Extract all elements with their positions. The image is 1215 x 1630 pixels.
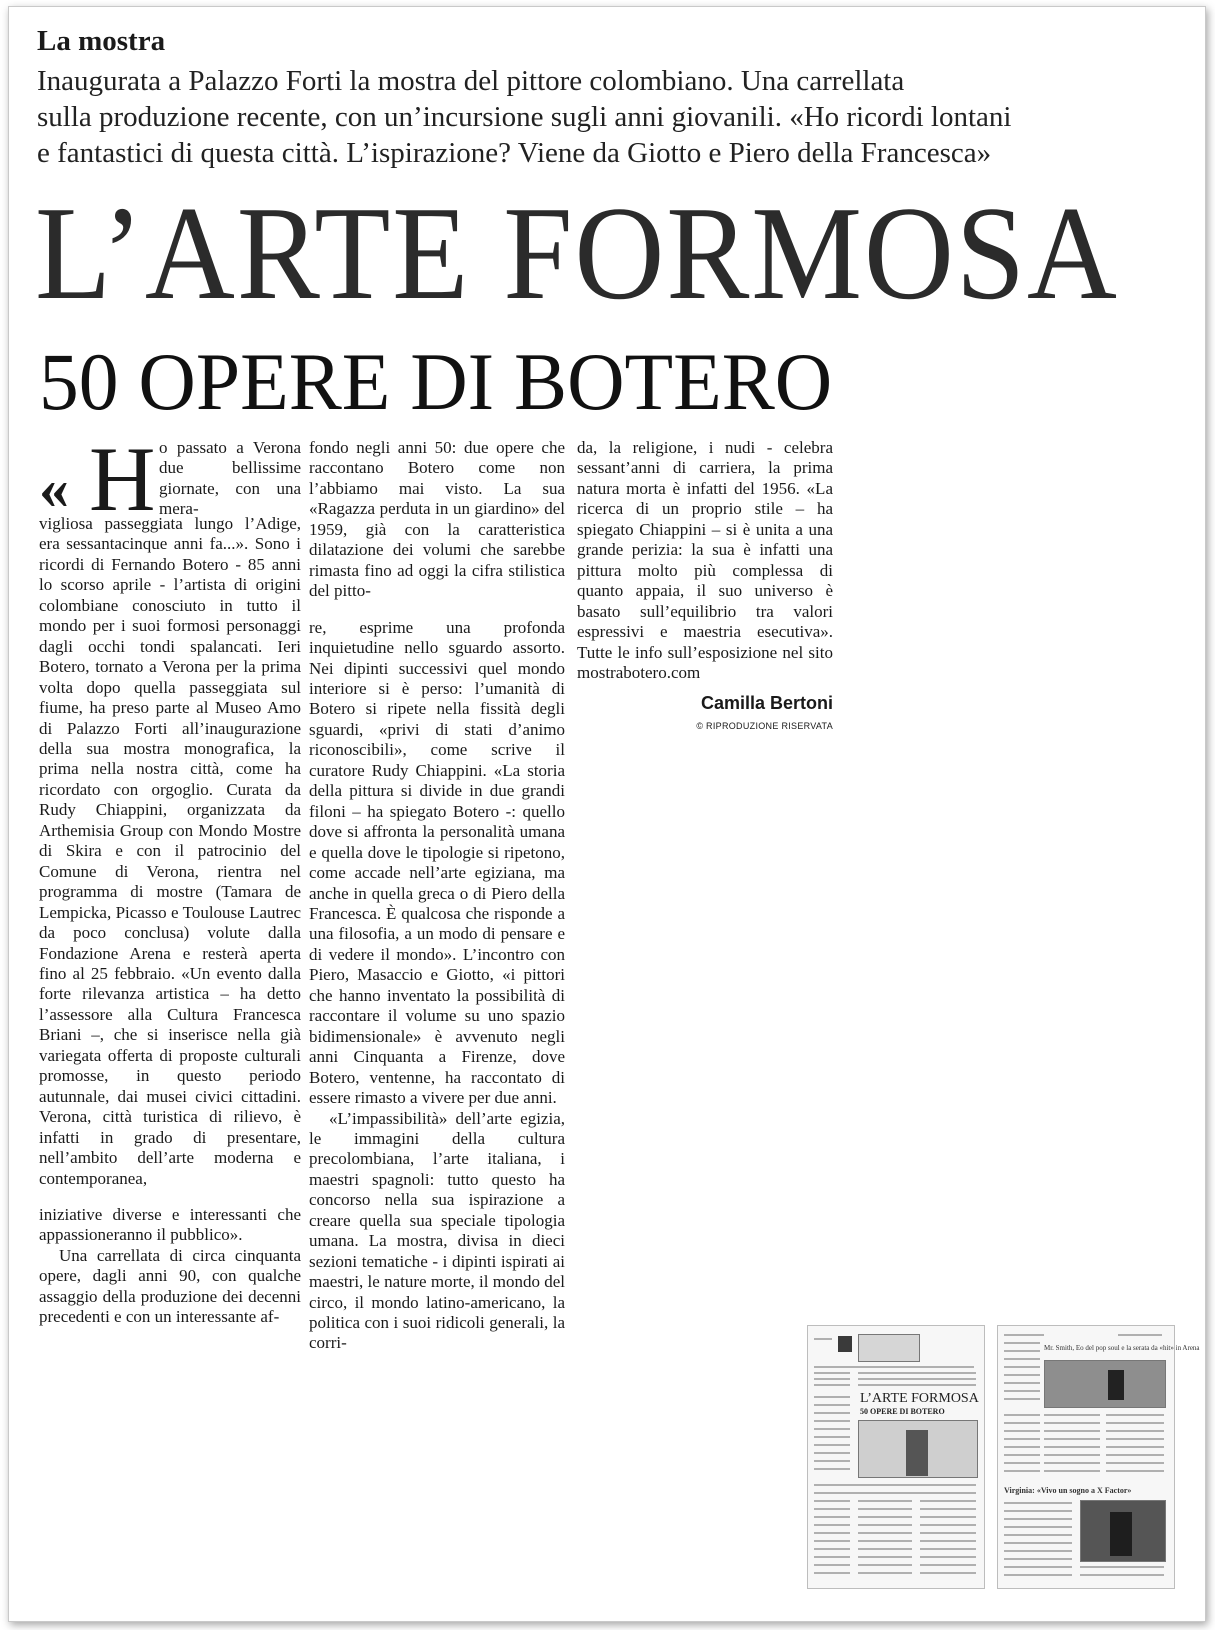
body-paragraph: re, esprime una profonda inquietudine nello sguardo assorto. Nei dipinti successivi quel mondo interiore si è perso: l’umanità di Botero si ripete nella fissità degli sguardi, «privi di stati d’animo riconoscibili», come scrive il curatore Rudy Chiappini. «La storia della pittura si divide in due grandi filoni – ha spiegato Botero -: quello dove si affronta la personalità umana e quella dove le tipologie si ripetono, come accade nell’arte egiziana, ma anche in quella greca o di Piero della Francesca. È qualcosa che risponde a una filosofia, a un modo di pensare e di vedere il mondo». L’incontro con Piero, Masaccio e Giotto, «i pittori che hanno inventato la possibilità di raccontare il volume su uno spazio bidimensionale» è avvenuto negli anni Cinquanta a Firenze, dove Botero, ventenne, ha raccontato di essere rimasto a vivere per due anni. xyxy=(309,617,565,1108)
body-paragraph: Una carrellata di circa cinquanta opere, dagli anni 90, con qualche assaggio della produzione dei decenni precedenti e con un interessante af- xyxy=(39,1245,301,1327)
body-paragraph: «L’impassibilità» dell’arte egizia, le immagini della cultura precolombiana, l’arte italiana, i maestri spagnoli: tutto questo ha concorso nella sua ispirazione a creare quella sua speciale tipologia umana. La mostra, divisa in dieci sezioni tematiche - i dipinti ispirati ai maestri, le nature morte, il mondo del circo, il mondo latino-americano, la politica con i suoi ridicoli generali, la corri- xyxy=(309,1108,565,1353)
drop-cap-block xyxy=(39,428,301,530)
body-paragraph: iniziative diverse e interessanti che appassioneranno il pubblico». xyxy=(39,1204,301,1245)
page-thumbnail-2 xyxy=(997,1325,1200,1589)
summary-line: Inaugurata a Palazzo Forti la mostra del pittore colombiano. Una carrellata xyxy=(37,65,905,97)
newspaper-clipping xyxy=(8,6,1206,1622)
text-column-3 xyxy=(577,438,833,736)
body-paragraph: da, la religione, i nudi - celebra sessant’anni di carriera, la prima natura morta è infatti del 1956. «La ricerca di un proprio stile – ha spiegato Chiappini – si è unita a una grande perizia: la sua è infatti una pittura molto più complessa di quanto appaia, il suo universo è basato sull’equilibrio tra valori espressivi e maestria esecutiva». Tutte le info sull’esposizione nel sito mostrabotero.com xyxy=(577,438,833,682)
thumb-headline: L’ARTE FORMOSA xyxy=(860,1391,979,1406)
thumb-photo-figure xyxy=(906,1430,928,1476)
thumb-photo xyxy=(1044,1360,1166,1408)
author-signature: Camilla Bertoni xyxy=(700,693,833,714)
thumb-subheadline: 50 OPERE DI BOTERO xyxy=(860,1407,945,1416)
article-summary xyxy=(37,63,1187,171)
drop-cap-lines: o passato a Verona due bellissime giornate, con una mera- xyxy=(159,438,301,519)
thumb-lower-headline: Virginia: «Vivo un sogno a X Factor» xyxy=(1004,1486,1132,1495)
body-paragraph: fondo negli anni 50: due opere che raccontano Botero come non l’abbiamo mai visto. La sua «Ragazza perduta in un giardino» del 1959, già con la caratteristica dilatazione dei volumi che sarebbe rimasta fino ad oggi la cifra stilistica del pitto- xyxy=(309,438,565,601)
article-headline: L’ARTE FORMOSA xyxy=(35,179,1119,327)
text-column-1 xyxy=(39,428,301,1328)
summary-line: sulla produzione recente, con un’incursione sugli anni giovanili. «Ho ricordi lontani xyxy=(37,101,1012,133)
article-subheadline: 50 OPERE DI BOTERO xyxy=(39,336,833,427)
page-thumbnail-1 xyxy=(807,1325,985,1589)
thumb-photo-figure xyxy=(1108,1370,1124,1400)
thumb-headline: Mr. Smith, Eo del pop soul e la serata da «hit» in Arena xyxy=(1044,1344,1200,1352)
thumb-photo xyxy=(838,1336,852,1352)
thumb-photo-figure xyxy=(1110,1512,1132,1556)
section-kicker: La mostra xyxy=(37,25,166,57)
copyright-notice: © RIPRODUZIONE RISERVATA xyxy=(696,720,833,731)
drop-cap-quote-mark: « xyxy=(39,455,69,521)
body-paragraph: vigliosa passeggiata lungo l’Adige, era sessantacinque anni fa...». Sono i ricordi di Fernando Botero - 85 anni lo scorso aprile - l’artista di origini colombiane conosciuto in tutto il mondo per i suoi formosi personaggi dagli occhi tondi spalancati. Ieri Botero, tornato a Verona per la prima volta dopo quella passeggiata sul fiume, ha preso parte al Museo Amo di Palazzo Forti all’inaugurazione della sua mostra monografica, la prima nella nostra città, come ha ricordato con orgoglio. Curata da Rudy Chiappini, organizzata da Arthemisia Group con Mondo Mostre di Skira e con il patrocinio del Comune di Verona, rientra nel programma di mostre (Tamara de Lempicka, Picasso e Toulouse Lautrec da poco conclusa) volute dalla Fondazione Arena e resterà aperta fino al 25 febbraio. «Un evento dalla forte rilevanza artistica – ha detto l’assessore alla Cultura Francesca Briani –, che si inserisce nella già variegata offerta di proposte culturali promosse, in questo periodo autunnale, dai musei civici cittadini. Verona, città turistica di rilievo, è infatti in grado di presentare, nell’ambito dell’arte moderna e contemporanea, xyxy=(39,514,301,1188)
thumb-photo xyxy=(858,1334,920,1362)
text-column-2 xyxy=(309,438,565,1354)
drop-cap-letter: H xyxy=(89,428,156,530)
summary-line: e fantastici di questa città. L’ispirazione? Viene da Giotto e Piero della Francesca» xyxy=(37,137,992,169)
